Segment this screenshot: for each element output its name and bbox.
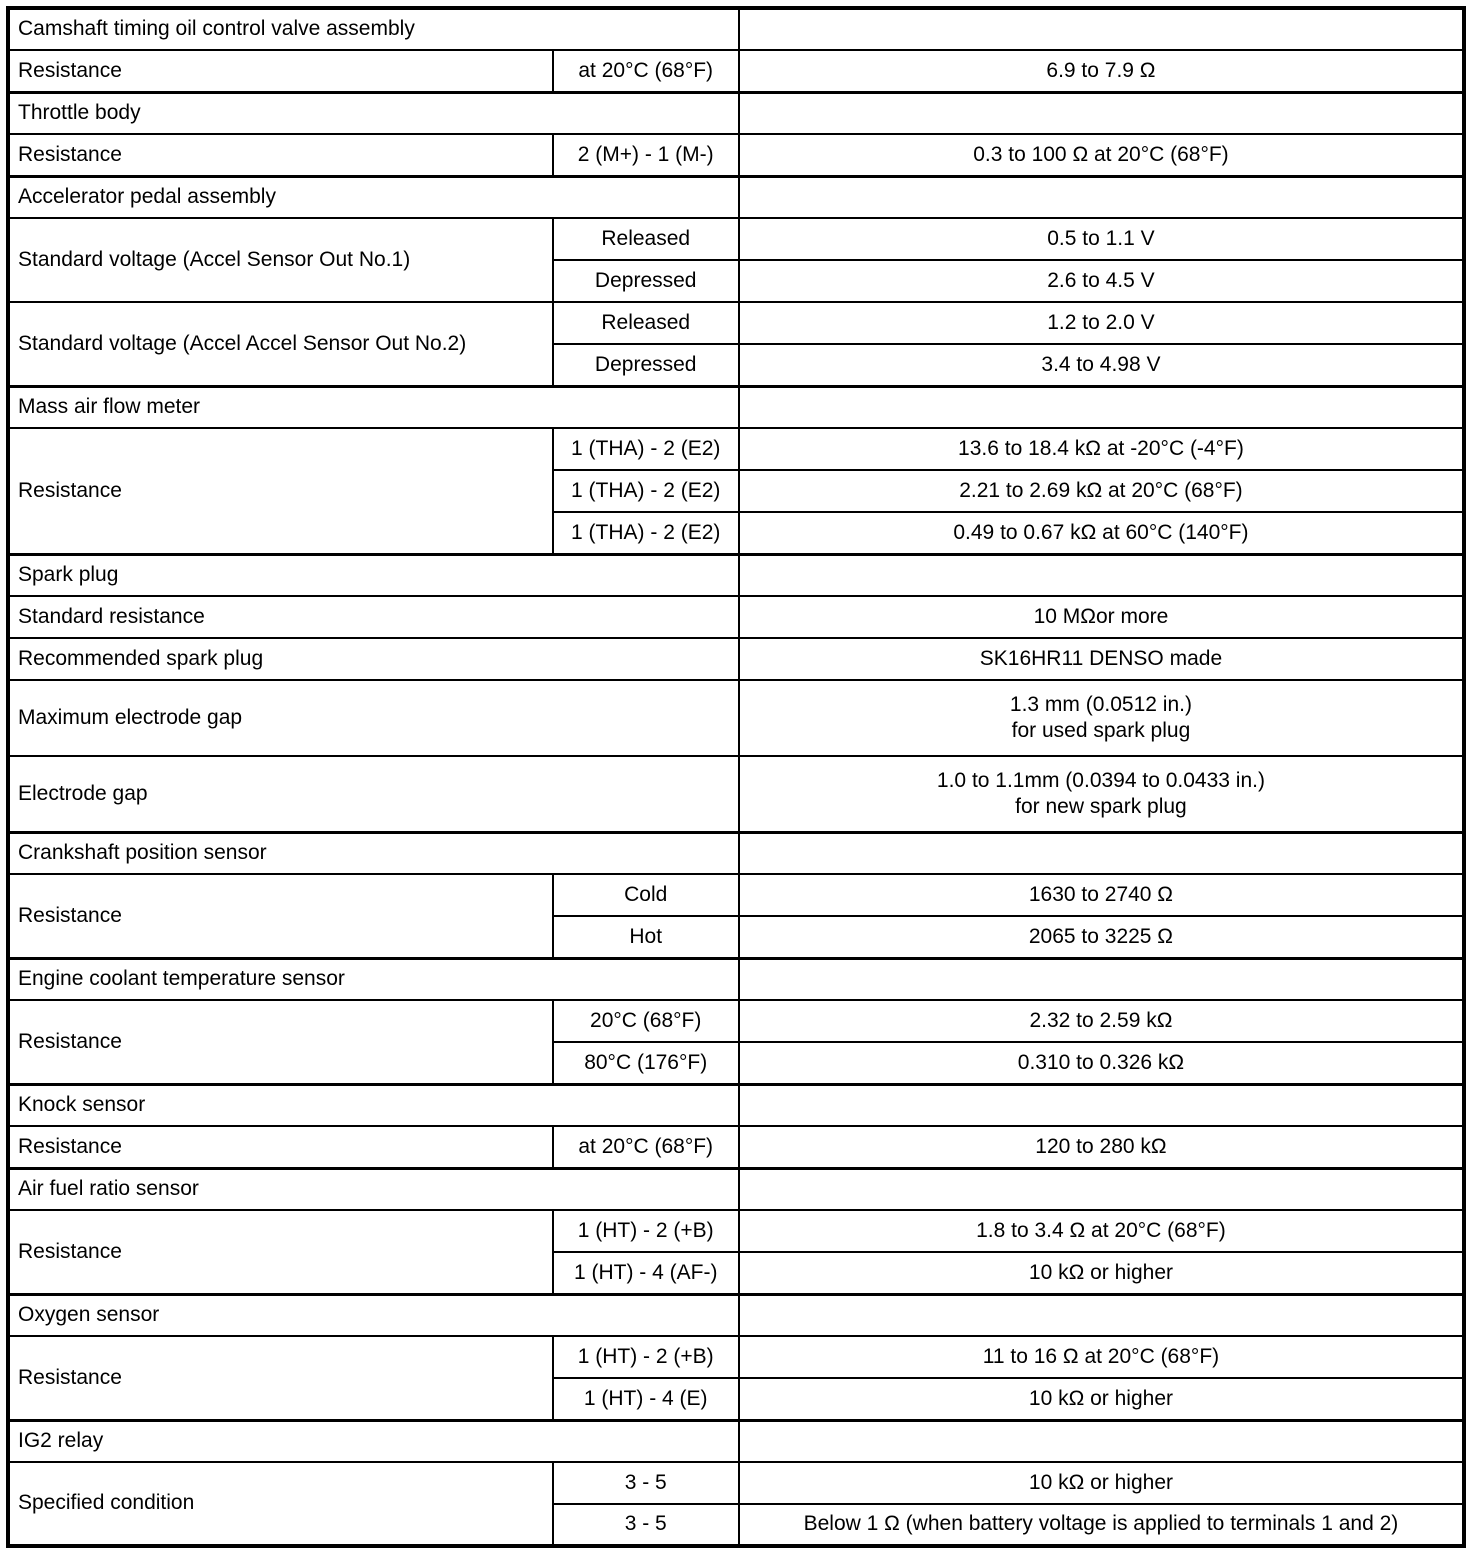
- section-row: [8, 1168, 1464, 1210]
- table-row: [8, 1336, 1464, 1378]
- condition-cell: 2 (M+) - 1 (M-): [553, 134, 739, 176]
- item-cell: Standard voltage (Accel Sensor Out No.1): [8, 218, 553, 302]
- item-cell: Resistance: [8, 874, 553, 958]
- table-row: [8, 596, 1464, 638]
- value-cell: SK16HR11 DENSO made: [739, 638, 1464, 680]
- section-empty-cell: [739, 554, 1464, 596]
- section-empty-cell: [739, 1084, 1464, 1126]
- item-cell: Maximum electrode gap: [8, 680, 739, 756]
- table-row: [8, 134, 1464, 176]
- section-empty-cell: [739, 1294, 1464, 1336]
- item-cell: Resistance: [8, 428, 553, 554]
- table-row: [8, 1462, 1464, 1504]
- value-cell: 10 kΩ or higher: [739, 1252, 1464, 1294]
- item-cell: Specified condition: [8, 1462, 553, 1546]
- section-empty-cell: [739, 92, 1464, 134]
- value-cell: 13.6 to 18.4 kΩ at -20°C (-4°F): [739, 428, 1464, 470]
- section-header-cell: Camshaft timing oil control valve assembly: [8, 8, 739, 50]
- value-cell: 0.310 to 0.326 kΩ: [739, 1042, 1464, 1084]
- table-row: [8, 638, 1464, 680]
- table-row: [8, 1210, 1464, 1252]
- condition-cell: 3 - 5: [553, 1462, 739, 1504]
- table-row: [8, 218, 1464, 260]
- item-cell: Resistance: [8, 1126, 553, 1168]
- value-cell: 10 MΩor more: [739, 596, 1464, 638]
- section-row: [8, 1420, 1464, 1462]
- engine-component-spec-table: [6, 6, 1466, 1548]
- condition-cell: 20°C (68°F): [553, 1000, 739, 1042]
- value-cell: 1.8 to 3.4 Ω at 20°C (68°F): [739, 1210, 1464, 1252]
- condition-cell: Released: [553, 302, 739, 344]
- section-empty-cell: [739, 958, 1464, 1000]
- table-row: [8, 756, 1464, 832]
- section-header-cell: Mass air flow meter: [8, 386, 739, 428]
- value-line: 1.3 mm (0.0512 in.): [1009, 692, 1192, 716]
- section-empty-cell: [739, 8, 1464, 50]
- condition-cell: at 20°C (68°F): [553, 50, 739, 92]
- value-cell: 1.2 to 2.0 V: [739, 302, 1464, 344]
- condition-cell: Depressed: [553, 260, 739, 302]
- condition-cell: 1 (HT) - 2 (+B): [553, 1210, 739, 1252]
- value-line: for used spark plug: [1011, 719, 1191, 742]
- value-cell: 6.9 to 7.9 Ω: [739, 50, 1464, 92]
- condition-cell: 1 (HT) - 4 (E): [553, 1378, 739, 1420]
- value-line: 1.0 to 1.1mm (0.0394 to 0.0433 in.): [936, 768, 1265, 792]
- section-header-cell: Accelerator pedal assembly: [8, 176, 739, 218]
- condition-cell: 80°C (176°F): [553, 1042, 739, 1084]
- section-header-cell: Oxygen sensor: [8, 1294, 739, 1336]
- condition-cell: 1 (THA) - 2 (E2): [553, 512, 739, 554]
- table-row: [8, 50, 1464, 92]
- section-row: [8, 832, 1464, 874]
- value-cell: 0.3 to 100 Ω at 20°C (68°F): [739, 134, 1464, 176]
- item-cell: Resistance: [8, 1000, 553, 1084]
- section-row: [8, 176, 1464, 218]
- value-cell: 2.6 to 4.5 V: [739, 260, 1464, 302]
- section-empty-cell: [739, 176, 1464, 218]
- section-row: [8, 1294, 1464, 1336]
- table-row: [8, 1000, 1464, 1042]
- value-cell: 10 kΩ or higher: [739, 1378, 1464, 1420]
- section-header-cell: Engine coolant temperature sensor: [8, 958, 739, 1000]
- section-header-cell: Crankshaft position sensor: [8, 832, 739, 874]
- table-row: [8, 1126, 1464, 1168]
- value-cell: 11 to 16 Ω at 20°C (68°F): [739, 1336, 1464, 1378]
- condition-cell: 1 (THA) - 2 (E2): [553, 470, 739, 512]
- section-row: [8, 92, 1464, 134]
- value-cell: 3.4 to 4.98 V: [739, 344, 1464, 386]
- condition-cell: 1 (THA) - 2 (E2): [553, 428, 739, 470]
- section-empty-cell: [739, 1420, 1464, 1462]
- table-row: [8, 680, 1464, 756]
- section-empty-cell: [739, 1168, 1464, 1210]
- condition-cell: Cold: [553, 874, 739, 916]
- value-cell: 0.49 to 0.67 kΩ at 60°C (140°F): [739, 512, 1464, 554]
- item-cell: Resistance: [8, 1210, 553, 1294]
- value-cell: 2.21 to 2.69 kΩ at 20°C (68°F): [739, 470, 1464, 512]
- item-cell: Resistance: [8, 1336, 553, 1420]
- condition-cell: 3 - 5: [553, 1504, 739, 1546]
- value-line: for new spark plug: [1015, 794, 1187, 818]
- section-header-cell: Knock sensor: [8, 1084, 739, 1126]
- condition-cell: Released: [553, 218, 739, 260]
- condition-cell: Depressed: [553, 344, 739, 386]
- section-row: [8, 958, 1464, 1000]
- value-cell: 10 kΩ or higher: [739, 1462, 1464, 1504]
- section-header-cell: Spark plug: [8, 554, 739, 596]
- table-row: [8, 874, 1464, 916]
- item-cell: Standard voltage (Accel Accel Sensor Out No.2): [8, 302, 553, 386]
- section-row: [8, 8, 1464, 50]
- table-row: [8, 302, 1464, 344]
- section-empty-cell: [739, 386, 1464, 428]
- value-cell: [739, 756, 1464, 832]
- table-row: [8, 428, 1464, 470]
- value-cell: 1630 to 2740 Ω: [739, 874, 1464, 916]
- value-cell: 2.32 to 2.59 kΩ: [739, 1000, 1464, 1042]
- condition-cell: at 20°C (68°F): [553, 1126, 739, 1168]
- section-row: [8, 554, 1464, 596]
- condition-cell: Hot: [553, 916, 739, 958]
- item-cell: Recommended spark plug: [8, 638, 739, 680]
- value-cell: [739, 680, 1464, 756]
- condition-cell: 1 (HT) - 2 (+B): [553, 1336, 739, 1378]
- value-cell: 2065 to 3225 Ω: [739, 916, 1464, 958]
- item-cell: Electrode gap: [8, 756, 739, 832]
- item-cell: Standard resistance: [8, 596, 739, 638]
- section-row: [8, 386, 1464, 428]
- item-cell: Resistance: [8, 50, 553, 92]
- section-row: [8, 1084, 1464, 1126]
- section-header-cell: Throttle body: [8, 92, 739, 134]
- section-header-cell: Air fuel ratio sensor: [8, 1168, 739, 1210]
- condition-cell: 1 (HT) - 4 (AF-): [553, 1252, 739, 1294]
- spec-table-body: [8, 8, 1464, 1546]
- section-header-cell: IG2 relay: [8, 1420, 739, 1462]
- value-cell: Below 1 Ω (when battery voltage is applied to terminals 1 and 2): [739, 1504, 1464, 1546]
- section-empty-cell: [739, 832, 1464, 874]
- value-cell: 0.5 to 1.1 V: [739, 218, 1464, 260]
- value-cell: 120 to 280 kΩ: [739, 1126, 1464, 1168]
- item-cell: Resistance: [8, 134, 553, 176]
